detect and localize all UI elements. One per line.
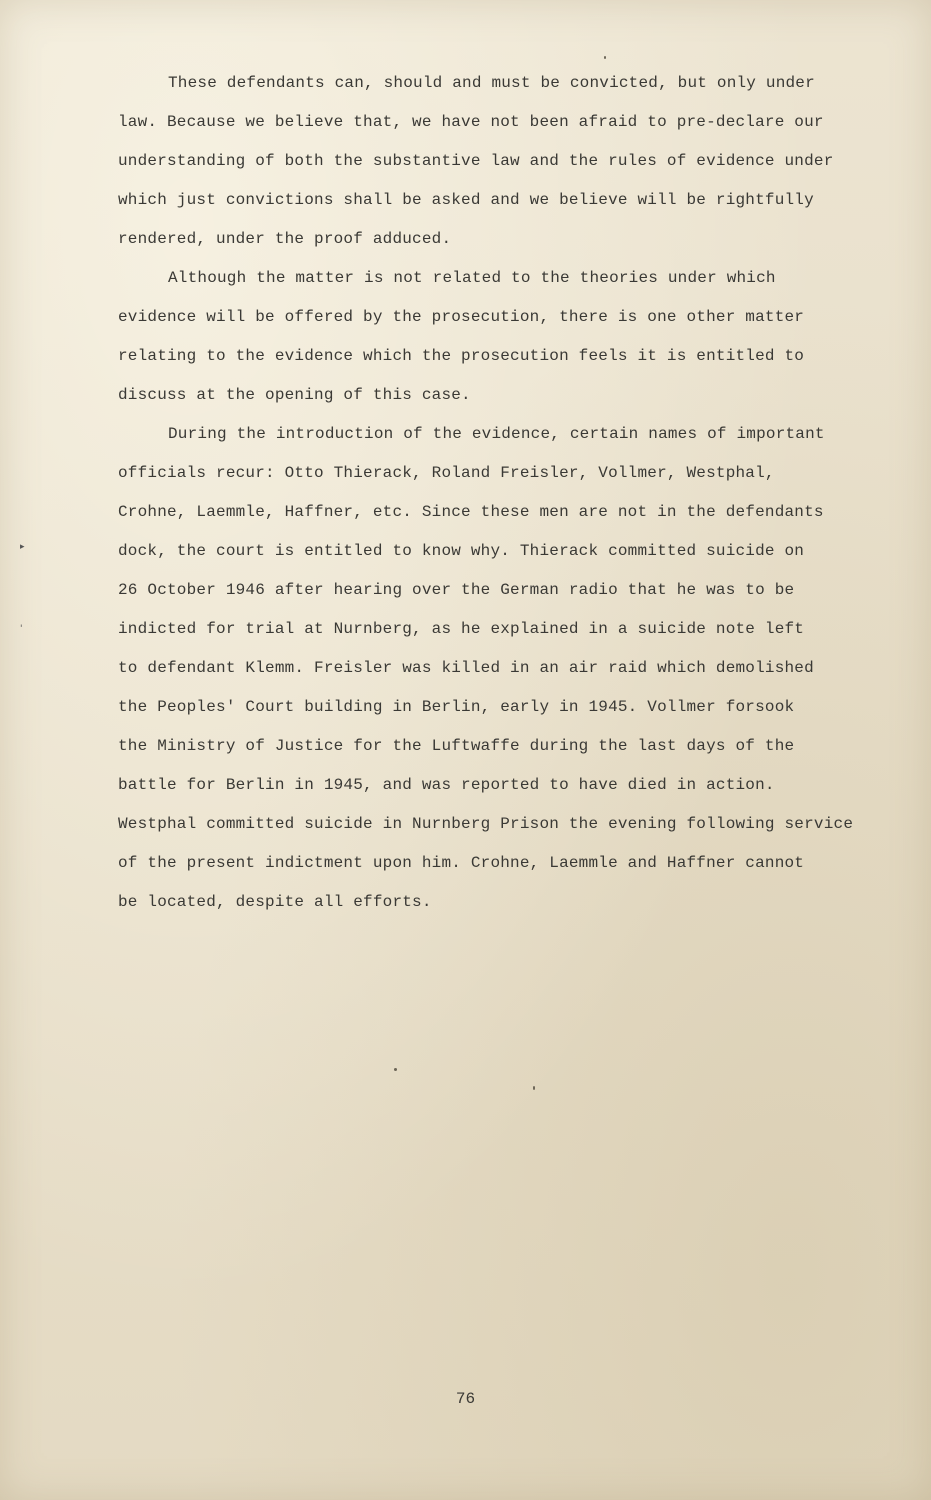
paragraph-1-line-2: law. Because we believe that, we have not been afraid to pre-declare our xyxy=(118,113,824,131)
paragraph-1-line-5: rendered, under the proof adduced. xyxy=(118,230,452,248)
paragraph-3-line-7: to defendant Klemm. Freisler was killed in an air raid which demolished xyxy=(118,659,814,677)
page-number: 76 xyxy=(455,1390,476,1408)
paper-speck xyxy=(604,56,606,59)
paragraph-3-line-3: Crohne, Laemmle, Haffner, etc. Since these men are not in the defendants xyxy=(118,503,824,521)
paragraph-3-line-4: dock, the court is entitled to know why. Thierack committed suicide on xyxy=(118,542,805,560)
margin-arrow-mark: ▸ xyxy=(20,542,25,552)
paragraph-1-line-4: which just convictions shall be asked and we believe will be rightfully xyxy=(118,191,814,209)
margin-tick-mark: ' xyxy=(20,624,23,634)
paragraph-3-line-2: officials recur: Otto Thierack, Roland Freisler, Vollmer, Westphal, xyxy=(118,464,775,482)
paragraph-2-line-4: discuss at the opening of this case. xyxy=(118,386,471,404)
document-body xyxy=(118,64,854,922)
paragraph-3-line-1: During the introduction of the evidence, certain names of important xyxy=(168,425,825,443)
paragraph-3-line-10: battle for Berlin in 1945, and was reported to have died in action. xyxy=(118,776,775,794)
paper-speck xyxy=(394,1068,397,1071)
paragraph-3-line-12: of the present indictment upon him. Crohne, Laemmle and Haffner cannot xyxy=(118,854,805,872)
paragraph-1-line-3: understanding of both the substantive law and the rules of evidence under xyxy=(118,152,834,170)
paragraph-3-line-11: Westphal committed suicide in Nurnberg Prison the evening following service xyxy=(118,815,854,833)
paragraph-3-line-13: be located, despite all efforts. xyxy=(118,893,432,911)
paragraph-1-line-1: These defendants can, should and must be convicted, but only under xyxy=(168,74,815,92)
paragraph-2-line-1: Although the matter is not related to the theories under which xyxy=(168,269,776,287)
paragraph-3-line-6: indicted for trial at Nurnberg, as he explained in a suicide note left xyxy=(118,620,805,638)
paragraph-3-line-5: 26 October 1946 after hearing over the German radio that he was to be xyxy=(118,581,795,599)
paragraph-3-line-8: the Peoples' Court building in Berlin, early in 1945. Vollmer forsook xyxy=(118,698,795,716)
paragraph-2-line-3: relating to the evidence which the prosecution feels it is entitled to xyxy=(118,347,805,365)
paragraph-2-line-2: evidence will be offered by the prosecution, there is one other matter xyxy=(118,308,805,326)
paper-speck xyxy=(533,1086,535,1090)
paragraph-3-line-9: the Ministry of Justice for the Luftwaffe during the last days of the xyxy=(118,737,795,755)
